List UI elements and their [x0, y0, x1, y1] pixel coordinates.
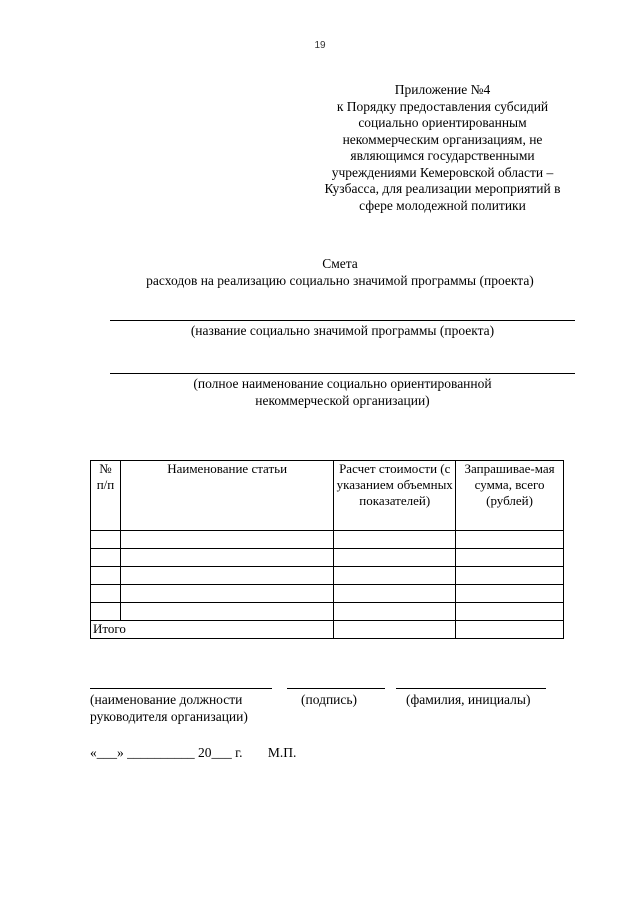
signature-label: (подпись)	[301, 692, 358, 707]
position-label-line: руководителя организации)	[90, 709, 248, 724]
table-cell[interactable]	[456, 603, 564, 621]
table-cell[interactable]	[91, 531, 121, 549]
table-cell[interactable]	[334, 531, 456, 549]
table-cell[interactable]	[91, 549, 121, 567]
position-label	[90, 691, 248, 725]
table-cell[interactable]	[334, 549, 456, 567]
header-item-name: Наименование статьи	[120, 461, 333, 531]
date-year: 20___ г.	[198, 745, 243, 760]
organization-name-caption	[110, 376, 575, 409]
position-signature-line	[90, 688, 272, 689]
header-number: № п/п	[91, 461, 121, 531]
title-subheading: расходов на реализацию социально значимой программы (проекта)	[146, 273, 534, 288]
stamp-placeholder: М.П.	[267, 745, 297, 760]
estimate-table	[90, 460, 564, 639]
appendix-line: являющимся государственными	[350, 148, 535, 163]
table-row	[91, 585, 564, 603]
total-label: Итого	[91, 621, 334, 639]
appendix-line: сфере молодежной политики	[359, 197, 526, 213]
table-cell[interactable]	[456, 567, 564, 585]
table-cell[interactable]	[456, 585, 564, 603]
header-cost-calculation: Расчет стоимости (с указанием объемных показателей)	[334, 461, 456, 531]
table-cell[interactable]	[334, 621, 456, 639]
table-cell[interactable]	[120, 603, 333, 621]
appendix-line: некоммерческим организациям, не	[342, 131, 543, 147]
table-total-row	[91, 621, 564, 639]
appendix-line: Приложение №4	[394, 82, 491, 97]
table-cell[interactable]	[120, 567, 333, 585]
date-month: __________	[127, 745, 195, 760]
table-cell[interactable]	[120, 531, 333, 549]
program-name-line	[110, 320, 575, 321]
appendix-line: учреждениями Кемеровской области –	[331, 164, 554, 180]
table-cell[interactable]	[120, 585, 333, 603]
table-row	[91, 567, 564, 585]
table-cell[interactable]	[456, 621, 564, 639]
table-row	[91, 531, 564, 549]
date-day: «___»	[90, 745, 124, 760]
table-cell[interactable]	[334, 585, 456, 603]
appendix-line: социально ориентированным	[358, 115, 527, 130]
program-name-caption: (название социально значимой программы (проекта)	[190, 323, 495, 338]
table-cell[interactable]	[334, 567, 456, 585]
signature-line	[287, 688, 385, 689]
appendix-block	[300, 82, 585, 214]
name-label: (фамилия, инициалы)	[406, 692, 531, 707]
organization-name-line	[110, 373, 575, 374]
table-cell[interactable]	[91, 567, 121, 585]
appendix-line: Кузбасса, для реализации мероприятий в	[324, 181, 561, 196]
page-number: 19	[314, 40, 326, 51]
table-cell[interactable]	[334, 603, 456, 621]
table-header-row	[91, 461, 564, 531]
table-cell[interactable]	[456, 549, 564, 567]
name-signature-line	[396, 688, 546, 689]
title-heading: Смета	[322, 256, 358, 271]
table-cell[interactable]	[456, 531, 564, 549]
header-requested-sum: Запрашивае-мая сумма, всего (рублей)	[456, 461, 564, 531]
table-cell[interactable]	[120, 549, 333, 567]
table-cell[interactable]	[91, 585, 121, 603]
table-row	[91, 603, 564, 621]
date-line	[90, 745, 296, 761]
position-label-line: (наименование должности	[90, 692, 243, 707]
table-cell[interactable]	[91, 603, 121, 621]
organization-caption-line: (полное наименование социально ориентированной	[193, 376, 492, 391]
organization-caption-line: некоммерческой организации)	[255, 392, 430, 408]
document-title	[0, 255, 640, 289]
appendix-line: к Порядку предоставления субсидий	[336, 98, 549, 114]
table-row	[91, 549, 564, 567]
